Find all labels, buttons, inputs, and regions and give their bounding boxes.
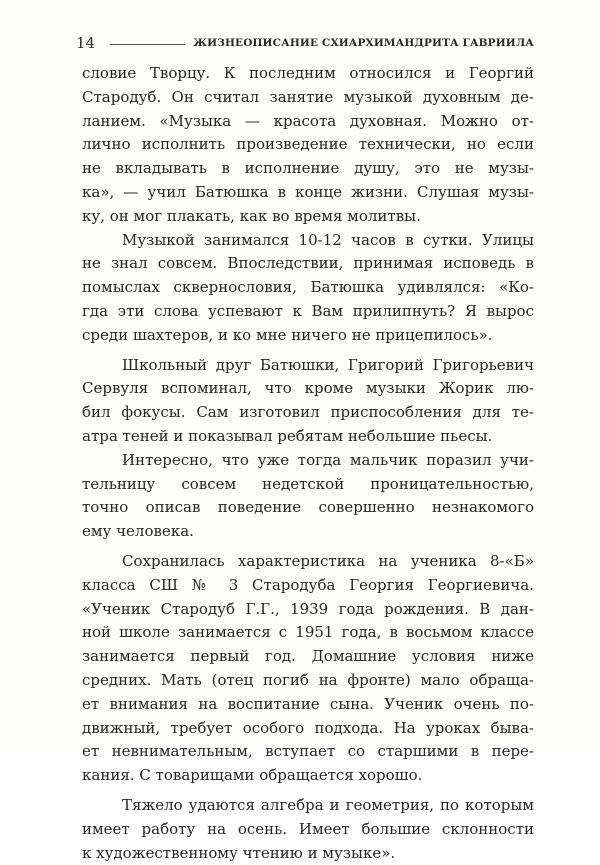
header-rule	[110, 44, 185, 45]
text-line: Музыкой занимался 10-12 часов в сутки. Улицы	[82, 229, 534, 253]
text-line: ему человека.	[82, 520, 534, 544]
text-line: бил фокусы. Сам изготовил приспособления для те-	[82, 401, 534, 425]
paragraph	[82, 354, 534, 449]
text-line: ной школе занимается с 1951 года, в восьмом классе	[82, 621, 534, 645]
page-header	[76, 31, 534, 55]
text-line: Интересно, что уже тогда мальчик поразил учи-	[82, 449, 534, 473]
text-line: не знал совсем. Впоследствии, принимая исповедь в	[82, 252, 534, 276]
text-line: Школьный друг Батюшки, Григорий Григорьевич	[82, 354, 534, 378]
text-line: Сохранилась характеристика на ученика 8-«Б»	[82, 550, 534, 574]
text-line: класса СШ № 3 Стародуба Георгия Георгиевича.	[82, 574, 534, 598]
paragraph	[82, 62, 534, 229]
text-line: тельницу совсем недетской проницательностью,	[82, 473, 534, 497]
text-line: ланием. «Музыка — красота духовная. Можно от-	[82, 110, 534, 134]
text-line: словие Творцу. К последним относился и Георгий	[82, 62, 534, 86]
page-number: 14	[76, 34, 106, 52]
text-line: ет внимания на воспитание сына. Ученик очень по-	[82, 693, 534, 717]
text-line: Стародуб. Он считал занятие музыкой духовным де-	[82, 86, 534, 110]
body-text	[82, 62, 534, 865]
text-line: гда эти слова успевают к Вам прилипнуть? Я вырос	[82, 300, 534, 324]
text-line: «Ученик Стародуб Г.Г., 1939 года рождения. В дан-	[82, 598, 534, 622]
paragraph	[82, 229, 534, 348]
running-title: ЖИЗНЕОПИСАНИЕ СХИАРХИМАНДРИТА ГАВРИИЛА	[193, 37, 534, 49]
text-line: среди шахтеров, и ко мне ничего не прицепилось».	[82, 324, 534, 348]
text-line: лично исполнить произведение технически, но если	[82, 133, 534, 157]
text-line: движный, требует особого подхода. На уроках быва-	[82, 717, 534, 741]
text-line: ка», — учил Батюшка в конце жизни. Слушая музы-	[82, 181, 534, 205]
paragraph	[82, 550, 534, 788]
text-line: точно описав поведение совершенно незнакомого	[82, 496, 534, 520]
text-line: кания. С товарищами обращается хорошо.	[82, 764, 534, 788]
text-line: ет невнимательным, вступает со старшими в пере-	[82, 740, 534, 764]
paragraph	[82, 449, 534, 544]
text-line: Тяжело удаются алгебра и геометрия, по которым	[82, 794, 534, 818]
text-line: атра теней и показывал ребятам небольшие пьесы.	[82, 425, 534, 449]
text-line: имеет работу на осень. Имеет большие склонности	[82, 818, 534, 842]
text-line: средних. Мать (отец погиб на фронте) мало обраща-	[82, 669, 534, 693]
text-line: занимается первый год. Домашние условия ниже	[82, 645, 534, 669]
text-line: помыслах сквернословия, Батюшка удивлялся: «Ко-	[82, 276, 534, 300]
paragraph	[82, 794, 534, 865]
text-line: Сервуля вспоминал, что кроме музыки Жорик лю-	[82, 377, 534, 401]
text-line: ку, он мог плакать, как во время молитвы.	[82, 205, 534, 229]
text-line: к художественному чтению и музыке».	[82, 842, 534, 865]
text-line: не вкладывать в исполнение душу, это не музы-	[82, 157, 534, 181]
